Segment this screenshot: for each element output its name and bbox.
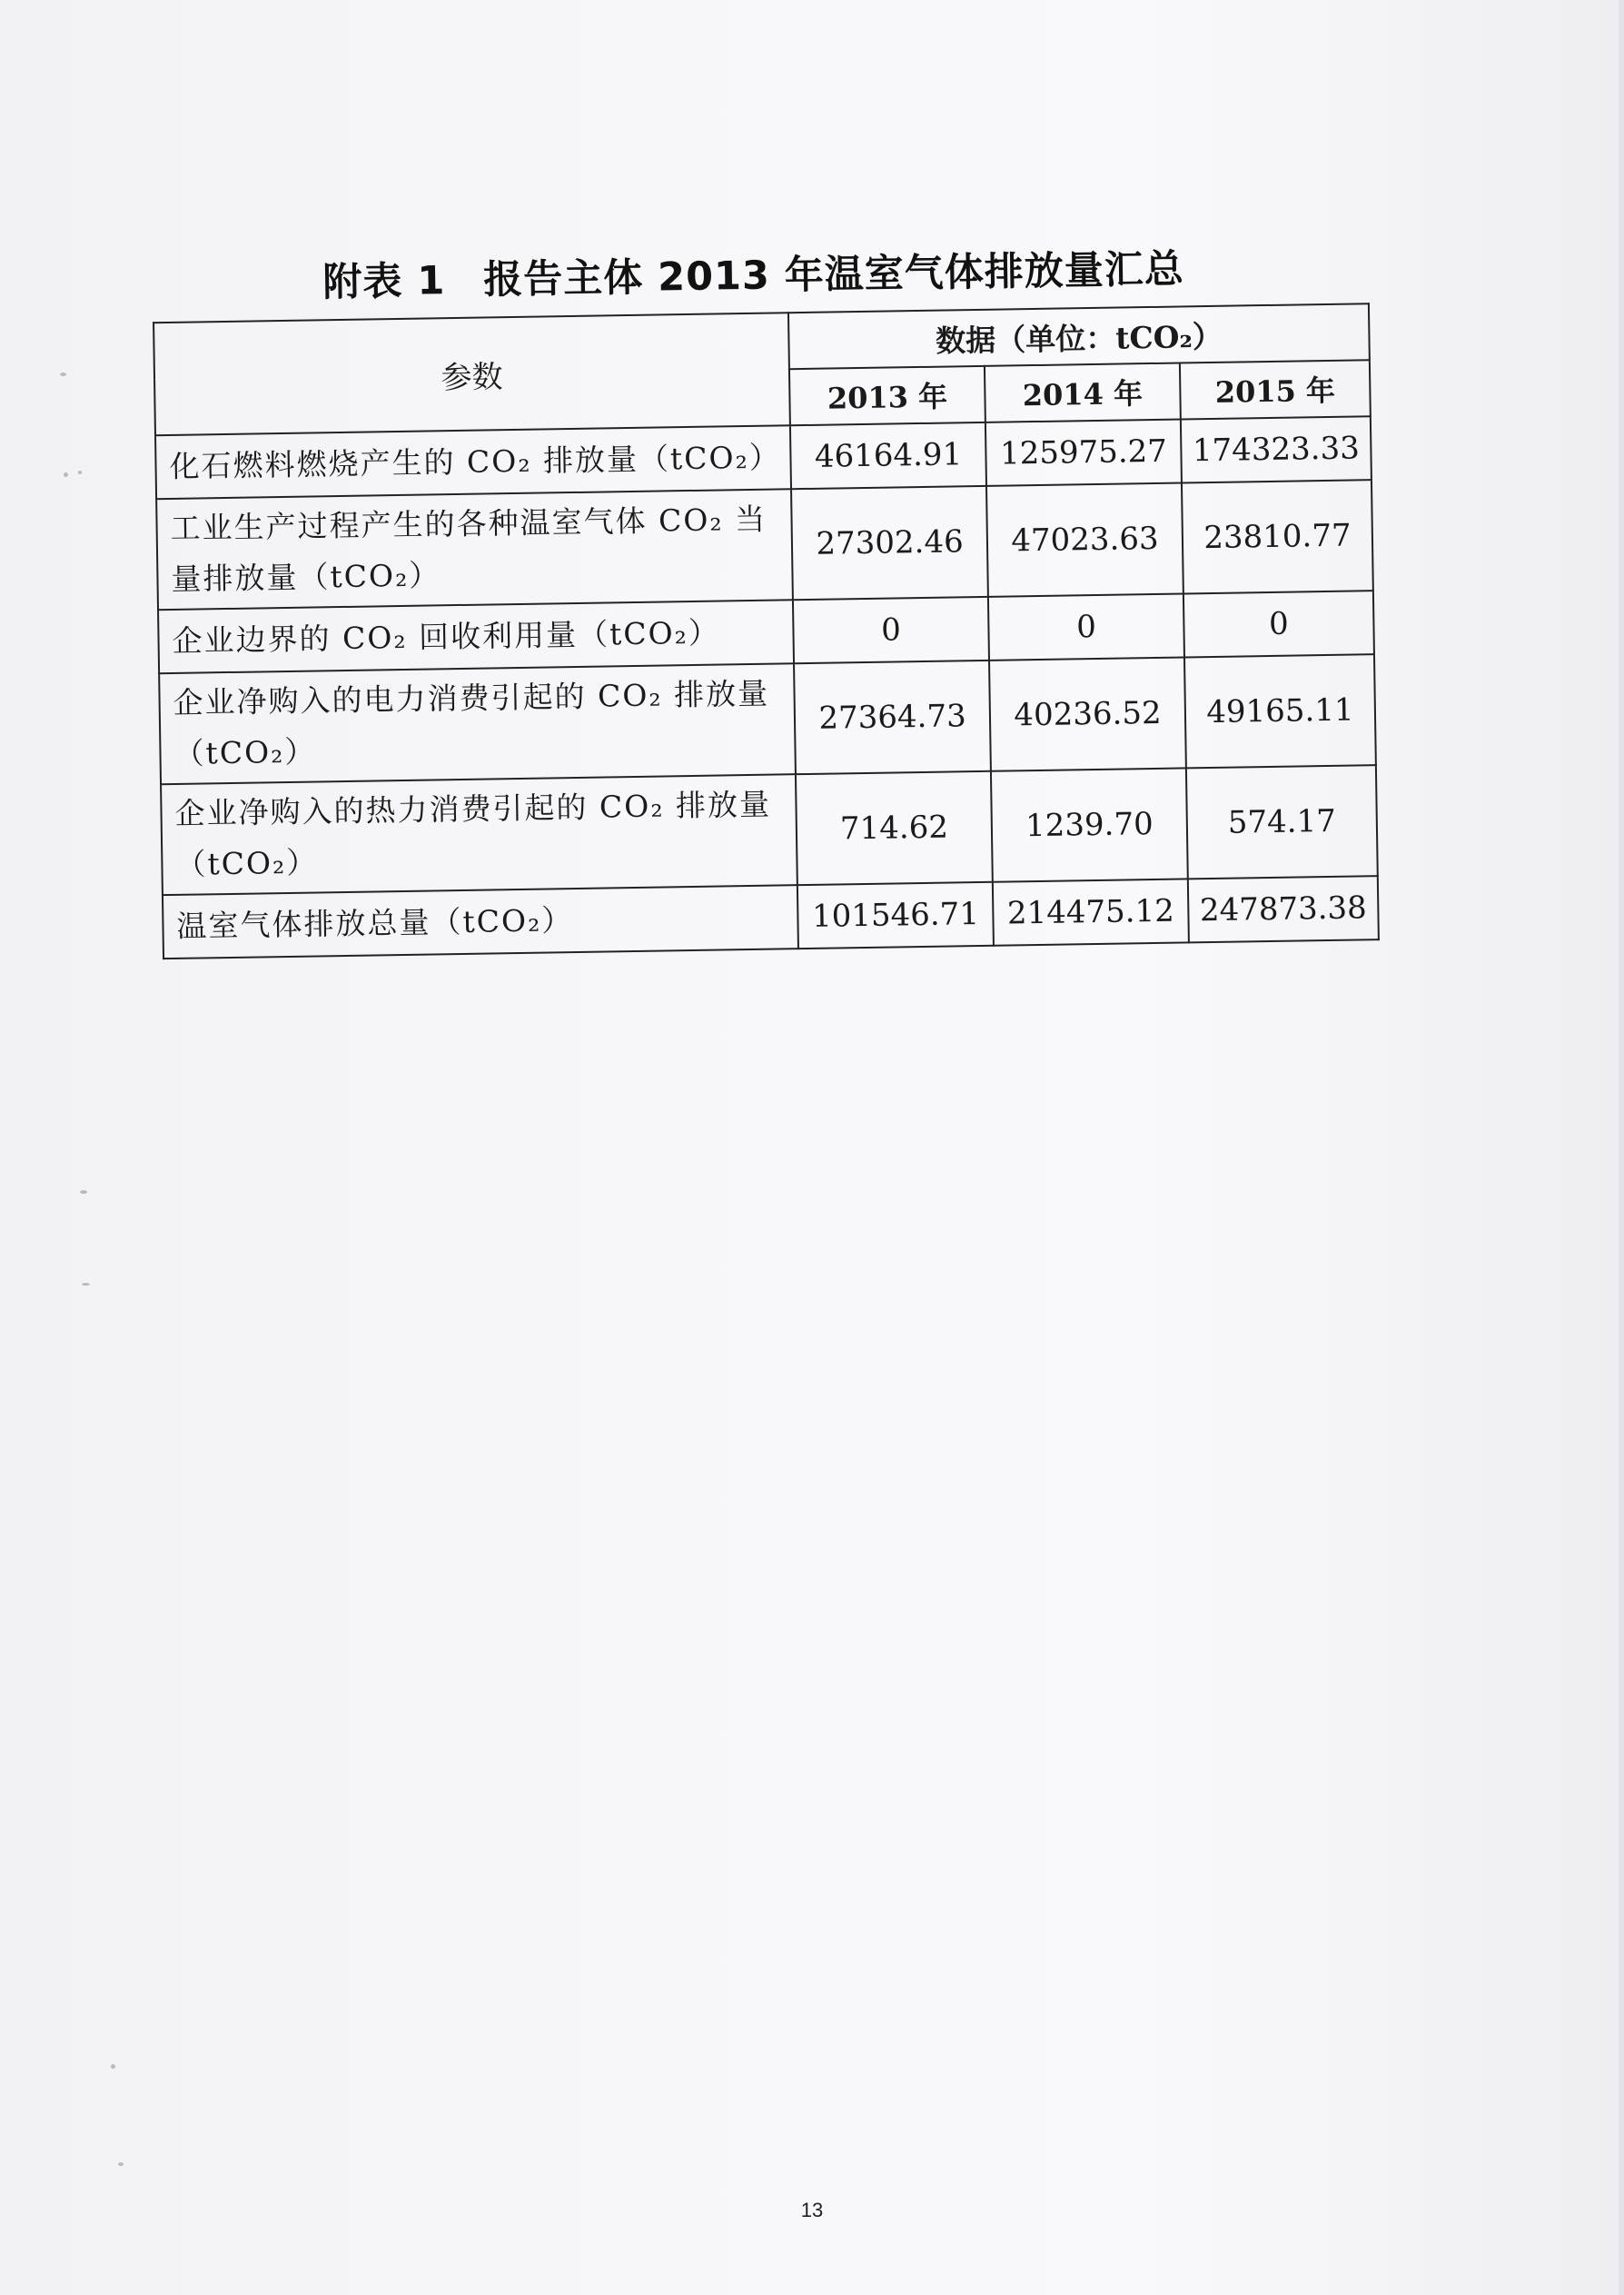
table-title-text: 报告主体 2013 年温室气体排放量汇总 bbox=[482, 246, 1185, 303]
row-value-2014: 125975.27 bbox=[985, 419, 1182, 485]
year-header-2015: 2015 年 bbox=[1180, 360, 1371, 419]
row-param-label: 化石燃料燃烧产生的 CO₂ 排放量（tCO₂） bbox=[155, 425, 791, 499]
row-value-2014: 47023.63 bbox=[986, 482, 1183, 596]
year-header-2014: 2014 年 bbox=[985, 363, 1181, 422]
row-value-2015: 247873.38 bbox=[1188, 876, 1379, 942]
year-header-2013: 2013 年 bbox=[789, 366, 985, 425]
row-value-2015: 174323.33 bbox=[1181, 416, 1371, 482]
row-value-2015: 49165.11 bbox=[1184, 654, 1376, 768]
row-param-label: 企业边界的 CO₂ 回收利用量（tCO₂） bbox=[158, 600, 794, 673]
table-title-label: 附表 1 bbox=[322, 258, 446, 306]
table-row bbox=[159, 654, 1376, 784]
row-value-2013: 27302.46 bbox=[791, 486, 988, 600]
scan-speck bbox=[82, 1283, 90, 1286]
emissions-table bbox=[153, 303, 1380, 959]
param-column-header: 参数 bbox=[153, 313, 790, 435]
data-column-group-header: 数据（单位：tCO₂） bbox=[788, 303, 1370, 369]
table-title bbox=[322, 236, 1322, 307]
row-value-2015: 23810.77 bbox=[1182, 480, 1373, 593]
row-value-2014: 214475.12 bbox=[993, 879, 1189, 945]
row-param-label: 企业净购入的电力消费引起的 CO₂ 排放量（tCO₂） bbox=[159, 663, 796, 784]
scan-speck bbox=[118, 2162, 124, 2166]
row-value-2013: 27364.73 bbox=[794, 661, 991, 774]
table-row bbox=[161, 765, 1378, 895]
scan-speck bbox=[80, 1190, 87, 1194]
row-value-2013: 46164.91 bbox=[790, 422, 986, 489]
row-value-2014: 0 bbox=[988, 593, 1184, 660]
scan-speck bbox=[111, 2064, 115, 2069]
row-value-2014: 40236.52 bbox=[989, 657, 1186, 770]
row-value-2015: 0 bbox=[1183, 591, 1374, 657]
page-number: 13 bbox=[800, 2199, 824, 2221]
row-value-2013: 0 bbox=[793, 597, 989, 663]
row-value-2013: 101546.71 bbox=[797, 882, 994, 949]
table-row bbox=[156, 480, 1373, 610]
row-param-label: 工业生产过程产生的各种温室气体 CO₂ 当量排放量（tCO₂） bbox=[156, 489, 793, 610]
row-value-2013: 714.62 bbox=[796, 771, 993, 885]
row-param-label: 企业净购入的热力消费引起的 CO₂ 排放量（tCO₂） bbox=[161, 774, 797, 895]
document-content bbox=[0, 0, 1624, 1104]
row-value-2015: 574.17 bbox=[1186, 765, 1378, 879]
row-param-label: 温室气体排放总量（tCO₂） bbox=[163, 885, 798, 959]
row-value-2014: 1239.70 bbox=[991, 768, 1188, 881]
